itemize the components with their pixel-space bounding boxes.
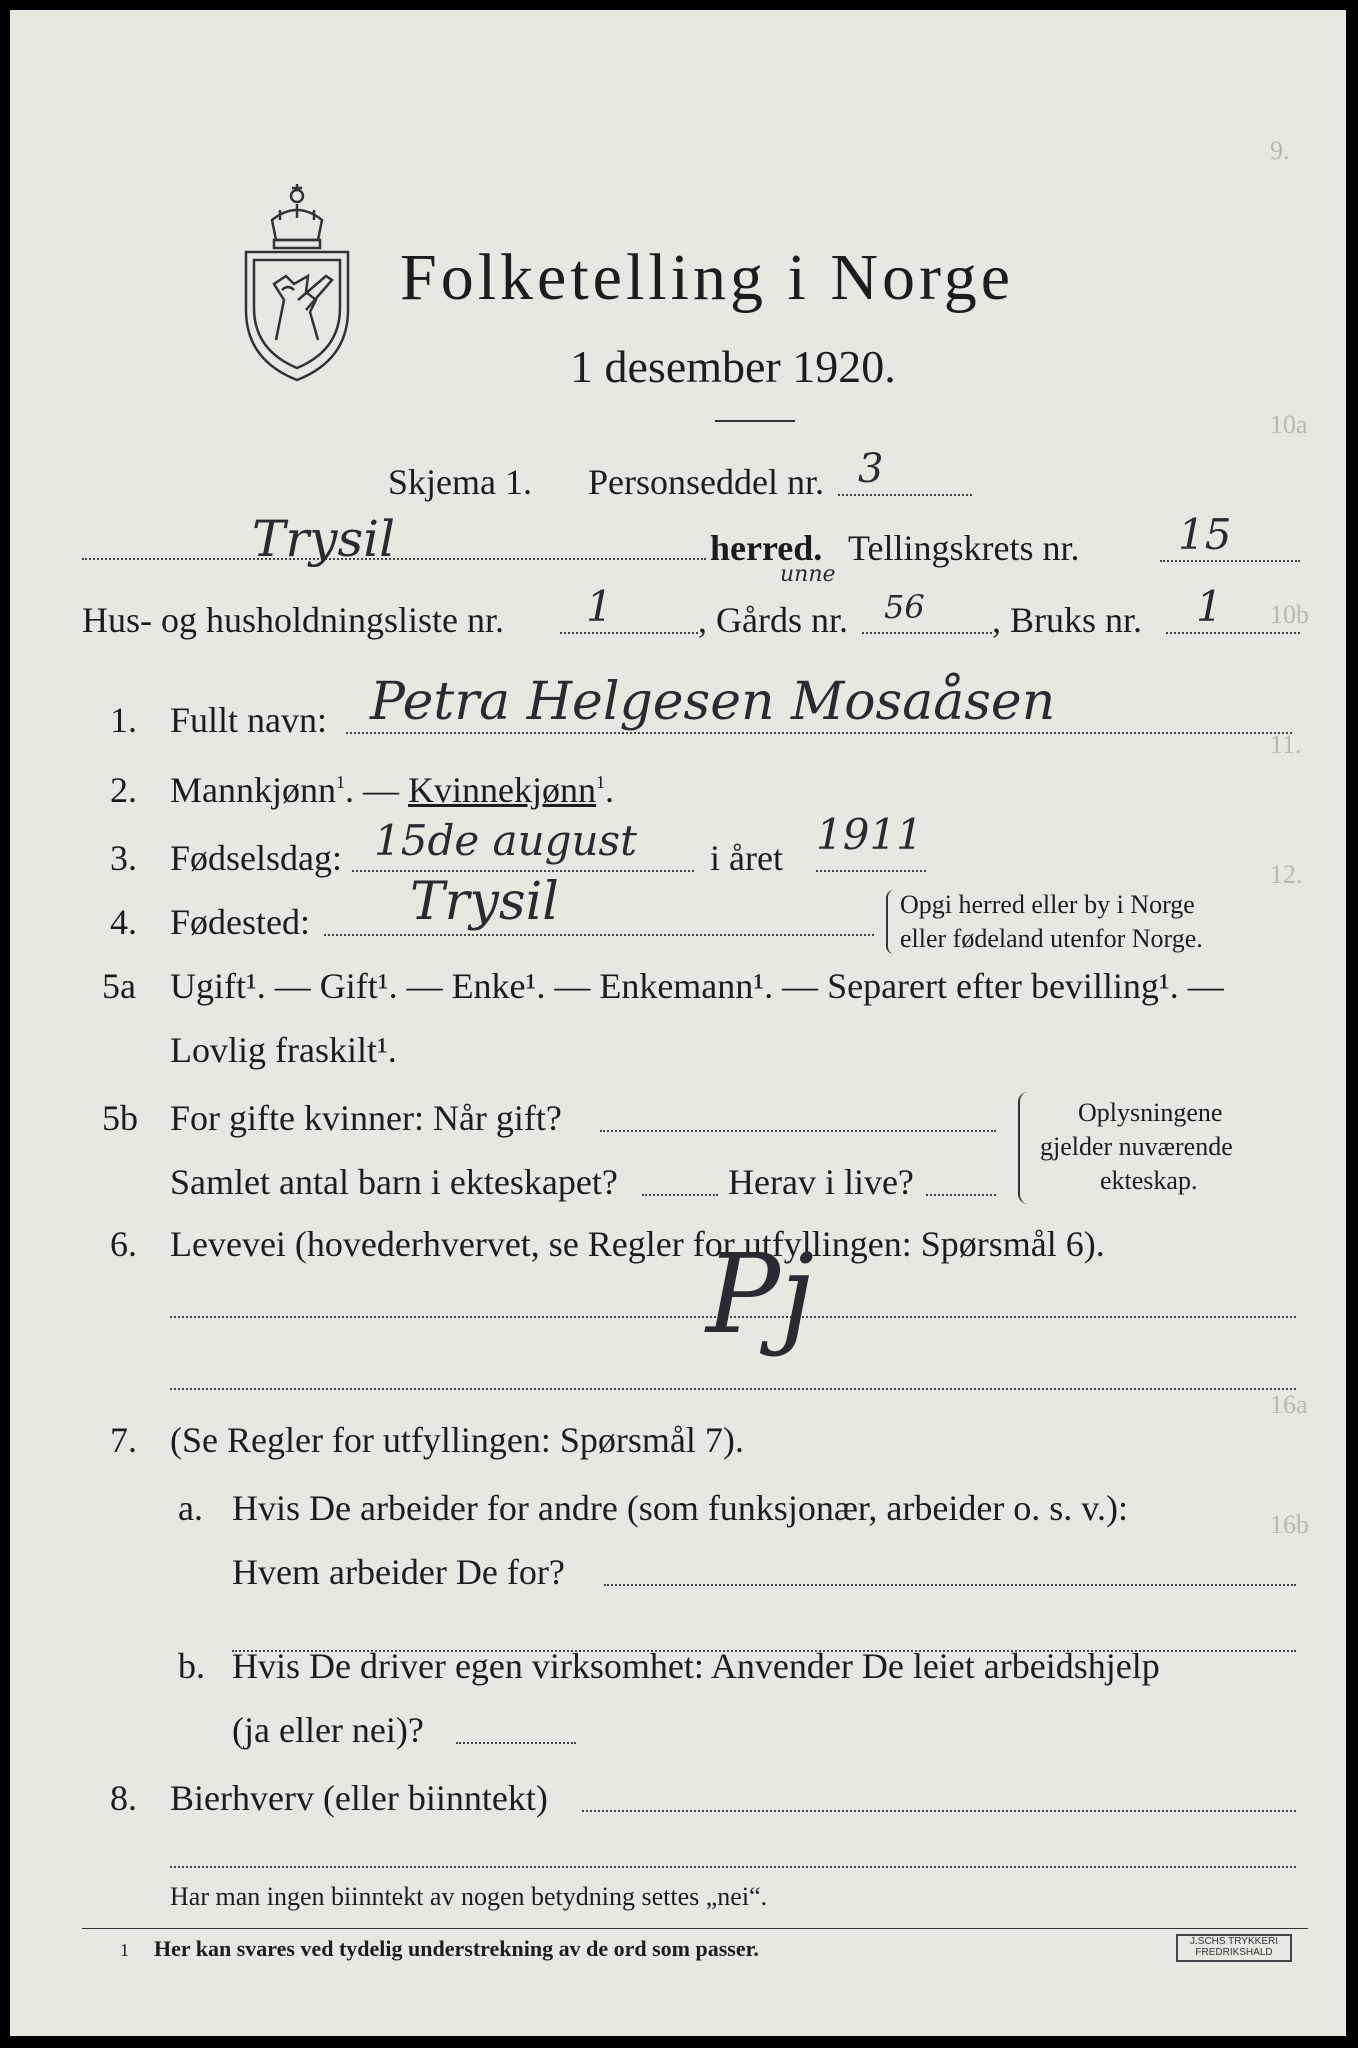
q7-number: 7. [110, 1420, 137, 1460]
q1-number: 1. [110, 700, 137, 740]
q7b-label: Hvis De driver egen virksomhet: Anvender De leiet arbeidshjelp [232, 1646, 1160, 1686]
personseddel-value: 3 [858, 446, 884, 492]
gards-field[interactable] [862, 632, 992, 634]
q4-label: Fødested: [170, 902, 310, 942]
q5b-number: 5b [102, 1098, 138, 1138]
tellingskrets-field[interactable] [1160, 560, 1300, 562]
bleed-through-text: 10b [1270, 600, 1309, 629]
q4-note-line1: Opgi herred eller by i Norge [900, 890, 1195, 919]
herred-label: herred. [710, 528, 823, 568]
bruks-value: 1 [1196, 582, 1223, 631]
norwegian-coat-of-arms-icon [236, 180, 358, 385]
bleed-through-text: 9. [1270, 136, 1290, 165]
form-title: Folketelling i Norge [400, 241, 1015, 314]
q3-label: Fødselsdag: [170, 838, 343, 878]
herred-value: Trysil [252, 510, 396, 568]
birth-year-field[interactable] [816, 870, 926, 872]
bleed-through-text: 16b [1270, 1510, 1309, 1539]
q2-number: 2. [110, 770, 137, 810]
employer-field[interactable] [604, 1584, 1296, 1586]
footnote-text: Her kan svares ved tydelig understrekning av de ord som passer. [154, 1936, 759, 1961]
q7-label: (Se Regler for utfyllingen: Spørsmål 7). [170, 1420, 744, 1460]
hus-label: Hus- og husholdningsliste nr. [82, 600, 505, 640]
footnote-divider [82, 1928, 1308, 1929]
q4-number: 4. [110, 902, 137, 942]
q2-option-mannkjonn[interactable]: Mannkjønn [170, 770, 336, 810]
tellingskrets-label: Tellingskrets nr. [848, 528, 1080, 568]
birthday-value: 15de august [374, 816, 637, 865]
q4-note-brace [886, 890, 894, 954]
hired-help-field[interactable] [456, 1742, 576, 1744]
q5a-options-cont[interactable]: Lovlig fraskilt¹. [170, 1030, 397, 1070]
q1-label: Fullt navn: [170, 700, 328, 740]
occupation-value: Pj [706, 1230, 815, 1358]
q5b-note-line3: ekteskap. [1100, 1166, 1198, 1195]
q4-note-line2: eller fødeland utenfor Norge. [900, 924, 1203, 953]
birthplace-field[interactable] [324, 934, 874, 936]
tellingskrets-note: unne [780, 562, 836, 587]
q5b-married-label: For gifte kvinner: Når gift? [170, 1098, 562, 1138]
printer-stamp: J.SCHS TRYKKERI FREDRIKSHALD [1176, 1934, 1292, 1962]
bleed-through-text: 16a [1270, 1390, 1308, 1419]
q5b-alive-label: Herav i live? [728, 1162, 914, 1202]
q7a-letter: a. [178, 1488, 203, 1528]
occupation-field-line2[interactable] [170, 1388, 1296, 1390]
personseddel-label: Personseddel nr. [588, 462, 824, 502]
q5b-note-line1: Oplysningene [1078, 1098, 1223, 1127]
q6-number: 6. [110, 1224, 137, 1264]
q3-year-label: i året [710, 838, 783, 878]
birthplace-value: Trysil [410, 872, 559, 932]
q6-label: Levevei (hovederhvervet, se Regler for utfyllingen: Spørsmål 6). [170, 1224, 1105, 1264]
married-date-field[interactable] [600, 1130, 996, 1132]
q2-options: Mannkjønn$^1$. — Kvinnekjønn$^1$. [170, 770, 614, 810]
side-income-field[interactable] [582, 1810, 1296, 1812]
bleed-through-text: 11. [1270, 730, 1302, 759]
tellingskrets-value: 15 [1178, 510, 1232, 559]
bruks-field[interactable] [1166, 632, 1300, 634]
gards-label: , Gårds nr. [698, 600, 848, 640]
q8-label: Bierhverv (eller biinntekt) [170, 1778, 548, 1818]
full-name-field[interactable] [346, 732, 1292, 734]
children-alive-field[interactable] [926, 1194, 996, 1196]
side-income-field-line2[interactable] [170, 1866, 1296, 1868]
personseddel-field[interactable] [838, 494, 972, 496]
q8-note: Har man ingen biinntekt av nogen betydning settes „nei“. [170, 1882, 768, 1911]
census-form-page [10, 10, 1346, 2036]
q8-number: 8. [110, 1778, 137, 1818]
title-divider [715, 420, 795, 422]
q5a-number: 5a [102, 966, 136, 1006]
hus-value: 1 [586, 582, 613, 631]
census-date: 1 desember 1920. [570, 341, 896, 392]
skjema-label: Skjema 1. [388, 462, 532, 502]
hus-field[interactable] [560, 632, 698, 634]
children-total-field[interactable] [642, 1194, 718, 1196]
q7a-employer-label: Hvem arbeider De for? [232, 1552, 565, 1592]
full-name-value: Petra Helgesen Mosaåsen [370, 672, 1056, 732]
q5b-note-brace [1018, 1092, 1030, 1204]
q7a-label: Hvis De arbeider for andre (som funksjonær, arbeider o. s. v.): [232, 1488, 1128, 1528]
q5b-note-line2: gjelder nuværende [1040, 1132, 1233, 1161]
q3-number: 3. [110, 838, 137, 878]
q7b-letter: b. [178, 1646, 205, 1686]
q5a-options[interactable]: Ugift¹. — Gift¹. — Enke¹. — Enkemann¹. — Separert efter bevilling¹. — [170, 966, 1224, 1006]
q5b-children-label: Samlet antal barn i ekteskapet? [170, 1162, 618, 1202]
footnote-mark: 1 [120, 1940, 129, 1960]
q2-option-kvinnekjonn[interactable]: Kvinnekjønn [408, 770, 596, 810]
q7b-yes-no-label: (ja eller nei)? [232, 1710, 424, 1750]
birth-year-value: 1911 [816, 810, 923, 859]
gards-value: 56 [884, 588, 925, 626]
bleed-through-text: 12. [1270, 860, 1303, 889]
bleed-through-text: 10a [1270, 410, 1308, 439]
bruks-label: , Bruks nr. [992, 600, 1143, 640]
